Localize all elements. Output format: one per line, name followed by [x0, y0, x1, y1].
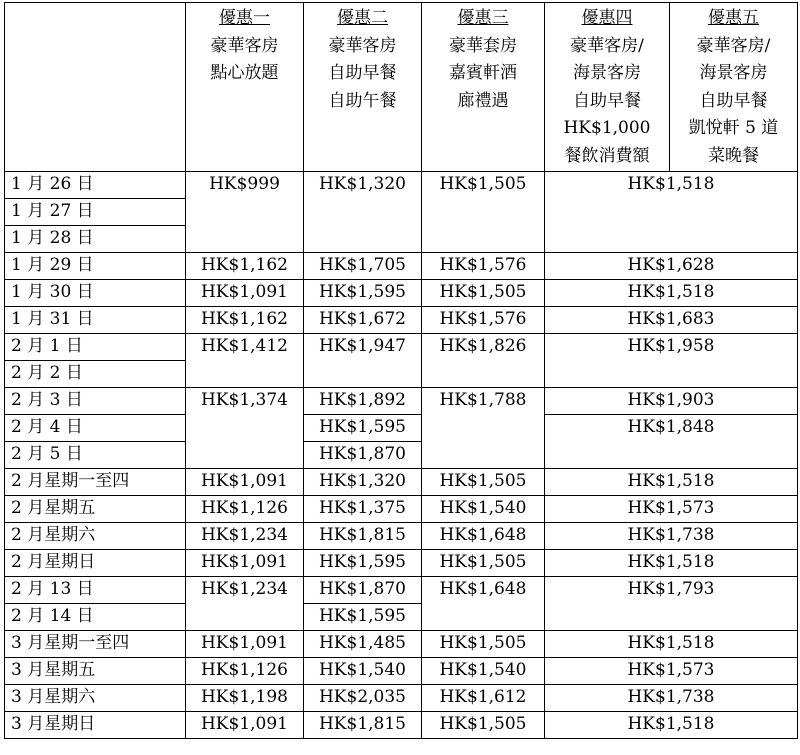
offer-4-line: 餐飲消費額 [564, 145, 650, 166]
date-cell: 2 月星期六 [5, 523, 186, 550]
offer-1-title: 優惠一 [219, 8, 270, 28]
offer-2-line: 豪華客房 [328, 35, 397, 56]
date-cell: 1 月 27 日 [5, 199, 186, 226]
price-cell: HK$1,826 [422, 334, 545, 388]
price-cell: HK$1,091 [186, 712, 304, 739]
rates-table [4, 2, 798, 739]
table-row [5, 685, 798, 712]
offer-3-line: 豪華套房 [449, 35, 517, 56]
price-cell: HK$1,573 [545, 658, 798, 685]
price-cell: HK$1,198 [186, 685, 304, 712]
header-offer-3 [422, 3, 545, 172]
date-cell: 3 月星期日 [5, 712, 186, 739]
offer-3-line: 嘉賓軒酒 [449, 63, 517, 83]
offer-3-line: 廊禮遇 [457, 90, 509, 111]
offer-2-title: 優惠二 [337, 8, 388, 28]
price-cell: HK$1,126 [186, 658, 304, 685]
price-cell: HK$1,162 [186, 307, 304, 334]
date-cell: 1 月 29 日 [5, 253, 186, 280]
price-cell: HK$1,505 [422, 280, 545, 307]
date-cell: 2 月星期五 [5, 496, 186, 523]
price-cell: HK$1,234 [186, 577, 304, 631]
table-row [5, 334, 798, 361]
price-cell: HK$1,518 [545, 469, 798, 496]
table-row [5, 280, 798, 307]
price-cell: HK$1,374 [186, 388, 304, 469]
date-cell: 1 月 26 日 [5, 172, 186, 199]
date-cell: 2 月星期一至四 [5, 469, 186, 496]
offer-4-line: 豪華客房/ [570, 35, 644, 56]
date-cell: 3 月星期六 [5, 685, 186, 712]
date-cell: 1 月 28 日 [5, 226, 186, 253]
date-cell: 1 月 31 日 [5, 307, 186, 334]
price-cell: HK$1,612 [422, 685, 545, 712]
offer-3-title: 優惠三 [457, 8, 509, 28]
price-cell: HK$1,091 [186, 550, 304, 577]
price-cell: HK$1,815 [304, 523, 422, 550]
price-cell: HK$1,576 [422, 253, 545, 280]
price-cell: HK$1,375 [304, 496, 422, 523]
price-cell: HK$1,162 [186, 253, 304, 280]
table-row [5, 658, 798, 685]
table-header-row [5, 3, 798, 172]
price-cell: HK$1,518 [545, 172, 798, 253]
price-cell: HK$1,793 [545, 577, 798, 631]
price-cell: HK$1,320 [304, 172, 422, 253]
header-offer-4 [545, 3, 670, 172]
date-cell: 2 月 1 日 [5, 334, 186, 361]
price-cell: HK$1,648 [422, 523, 545, 550]
offer-5-line: 凱悅軒 5 道 [688, 118, 779, 138]
price-cell: HK$1,958 [545, 334, 798, 388]
offer-4-line: 海景客房 [573, 63, 641, 83]
price-cell: HK$1,126 [186, 496, 304, 523]
offer-4-line: HK$1,000 [563, 118, 651, 138]
date-cell: 3 月星期一至四 [5, 631, 186, 658]
price-cell: HK$1,573 [545, 496, 798, 523]
table-row [5, 496, 798, 523]
date-cell: 2 月 14 日 [5, 604, 186, 631]
date-cell: 2 月 3 日 [5, 388, 186, 415]
price-cell: HK$1,672 [304, 307, 422, 334]
price-cell: HK$1,518 [545, 280, 798, 307]
table-row [5, 469, 798, 496]
price-cell: HK$1,505 [422, 712, 545, 739]
price-cell: HK$1,576 [422, 307, 545, 334]
price-cell: HK$1,320 [304, 469, 422, 496]
date-cell: 2 月 5 日 [5, 442, 186, 469]
price-cell: HK$1,848 [545, 415, 798, 469]
table-row [5, 253, 798, 280]
table-row [5, 523, 798, 550]
price-cell: HK$1,234 [186, 523, 304, 550]
date-cell: 2 月星期日 [5, 550, 186, 577]
table-row [5, 550, 798, 577]
price-cell: HK$1,870 [304, 577, 422, 604]
offer-5-title: 優惠五 [708, 8, 759, 28]
offer-5-line: 菜晚餐 [708, 145, 759, 166]
table-row [5, 172, 798, 199]
date-cell: 3 月星期五 [5, 658, 186, 685]
table-row [5, 415, 798, 442]
offer-4-line: 自助早餐 [573, 90, 641, 111]
price-cell: HK$1,903 [545, 388, 798, 415]
header-offer-1 [186, 3, 304, 172]
offer-1-line: 豪華客房 [210, 35, 279, 56]
header-offer-5 [670, 3, 798, 172]
table-row [5, 631, 798, 658]
offer-4-title: 優惠四 [581, 8, 633, 28]
header-offer-2 [304, 3, 422, 172]
price-cell: HK$1,540 [304, 658, 422, 685]
price-cell: HK$1,705 [304, 253, 422, 280]
header-empty-cell [5, 3, 186, 172]
date-cell: 1 月 30 日 [5, 280, 186, 307]
table-row [5, 307, 798, 334]
price-cell: HK$1,540 [422, 658, 545, 685]
price-cell: HK$1,738 [545, 523, 798, 550]
price-cell: HK$1,595 [304, 280, 422, 307]
price-cell: HK$1,518 [545, 712, 798, 739]
price-cell: HK$1,505 [422, 550, 545, 577]
price-cell: HK$1,595 [304, 550, 422, 577]
price-cell: HK$1,815 [304, 712, 422, 739]
price-cell: HK$1,518 [545, 631, 798, 658]
date-cell: 2 月 4 日 [5, 415, 186, 442]
price-cell: HK$1,518 [545, 550, 798, 577]
price-cell: HK$1,892 [304, 388, 422, 415]
offer-5-line: 海景客房 [699, 63, 768, 83]
offer-5-line: 自助早餐 [699, 90, 768, 111]
price-cell: HK$999 [186, 172, 304, 253]
price-cell: HK$1,505 [422, 172, 545, 253]
price-cell: HK$2,035 [304, 685, 422, 712]
price-cell: HK$1,788 [422, 388, 545, 469]
price-cell: HK$1,412 [186, 334, 304, 388]
price-cell: HK$1,505 [422, 469, 545, 496]
price-cell: HK$1,738 [545, 685, 798, 712]
price-cell: HK$1,091 [186, 631, 304, 658]
price-cell: HK$1,485 [304, 631, 422, 658]
price-cell: HK$1,648 [422, 577, 545, 631]
price-cell: HK$1,091 [186, 469, 304, 496]
offer-1-line: 點心放題 [210, 63, 279, 83]
date-cell: 2 月 13 日 [5, 577, 186, 604]
price-cell: HK$1,628 [545, 253, 798, 280]
price-cell: HK$1,091 [186, 280, 304, 307]
price-cell: HK$1,540 [422, 496, 545, 523]
price-cell: HK$1,947 [304, 334, 422, 388]
offer-2-line: 自助早餐 [328, 63, 397, 83]
table-row [5, 388, 798, 415]
price-cell: HK$1,870 [304, 442, 422, 469]
price-cell: HK$1,595 [304, 415, 422, 442]
price-cell: HK$1,595 [304, 604, 422, 631]
table-row [5, 712, 798, 739]
date-cell: 2 月 2 日 [5, 361, 186, 388]
offer-2-line: 自助午餐 [328, 90, 397, 111]
table-row [5, 577, 798, 604]
price-cell: HK$1,683 [545, 307, 798, 334]
price-cell: HK$1,505 [422, 631, 545, 658]
offer-5-line: 豪華客房/ [696, 35, 771, 56]
